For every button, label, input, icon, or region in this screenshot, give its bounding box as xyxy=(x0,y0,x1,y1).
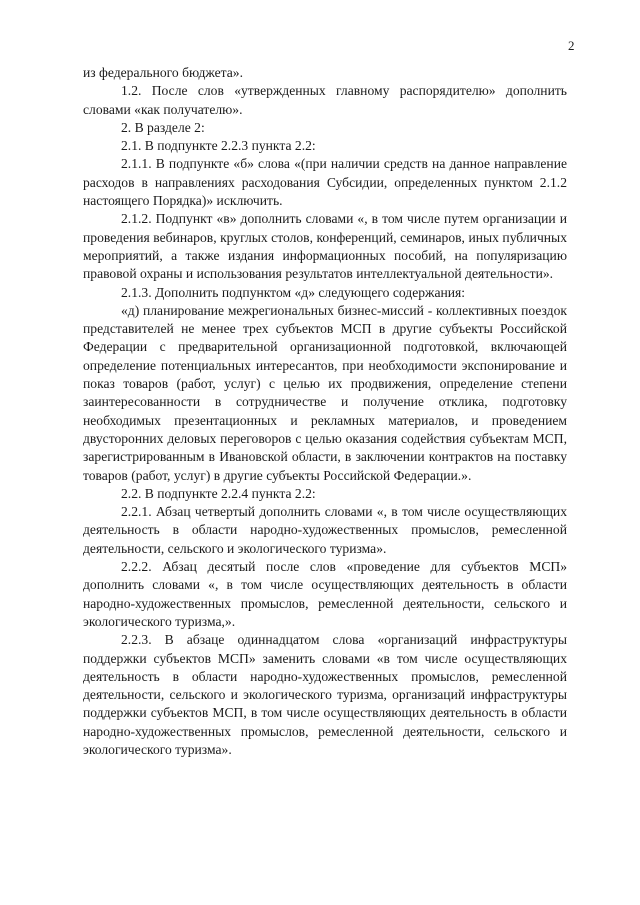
paragraph-2-1-3: 2.1.3. Дополнить подпунктом «д» следующего содержания: xyxy=(121,284,466,300)
paragraph-2-1: 2.1. В подпункте 2.2.3 пункта 2.2: xyxy=(121,138,316,154)
paragraph-2-2: 2.2. В подпункте 2.2.4 пункта 2.2: xyxy=(121,485,316,501)
page-number: 2 xyxy=(568,38,575,53)
document-body xyxy=(83,64,567,759)
paragraph-1-2: 1.2. После слов «утвержденных главному распорядителю» дополнить словами «как получателю». xyxy=(83,83,567,117)
paragraph-2-2-2: 2.2.2. Абзац десятый после слов «проведение для субъектов МСП» дополнить словами «, в том числе осуществляющих деятельность в области народно-художественных промыслов, ремесленной деятельности, сельского и экологического туризма,». xyxy=(83,559,567,629)
paragraph-2-2-3: 2.2.3. В абзаце одиннадцатом слова «организаций инфраструктуры поддержки субъектов МСП» заменить словами «в том числе осуществляющих деятельность в области народно-художественных промыслов, ремесленной деятельности, сельского и экологического туризма, организаций инфраструктуры поддержки субъектов МСП, в том числе осуществляющих деятельность в области народно-художественных промыслов, ремесленной деятельности, сельского и экологического туризма». xyxy=(83,632,567,757)
paragraph-continuation: из федерального бюджета». xyxy=(83,65,243,80)
paragraph-2-2-1: 2.2.1. Абзац четвертый дополнить словами «, в том числе осуществляющих деятельность в области народно-художественных промыслов, ремесленной деятельности, сельского и экологического туризма». xyxy=(83,504,567,556)
paragraph-2-1-1: 2.1.1. В подпункте «б» слова «(при наличии средств на данное направление расходов в направлениях расходования Субсидии, определенных пунктом 2.1.2 настоящего Порядка)» исключить. xyxy=(83,156,567,209)
paragraph-2-1-2: 2.1.2. Подпункт «в» дополнить словами «, в том числе путем организации и проведения вебинаров, круглых столов, конференций, семинаров, иных публичных мероприятий, а также издания информационных пособий, на популяризацию правовой охраны и использования результатов интеллектуальной деятельности». xyxy=(83,211,567,282)
paragraph-2: 2. В разделе 2: xyxy=(121,119,205,135)
paragraph-subitem-d: «д) планирование межрегиональных бизнес-миссий - коллективных поездок представителей не менее трех субъектов МСП в другие субъекты Российской Федерации с предварительной организационной подготовкой, включающей определение потенциальных интересантов, при необходимости экспонирование и показ товаров (работ, услуг) с целью их продвижения, определение степени заинтересованности в сотрудничестве и получение отклика, подготовку необходимых презентационных и рекламных материалов, и проведением двусторонних деловых переговоров с целью оказания содействия субъектам МСП, зарегистрированным в Ивановской области, в заключении контрактов на поставку товаров (работ, услуг) в другие субъекты Российской Федерации.». xyxy=(83,302,567,483)
